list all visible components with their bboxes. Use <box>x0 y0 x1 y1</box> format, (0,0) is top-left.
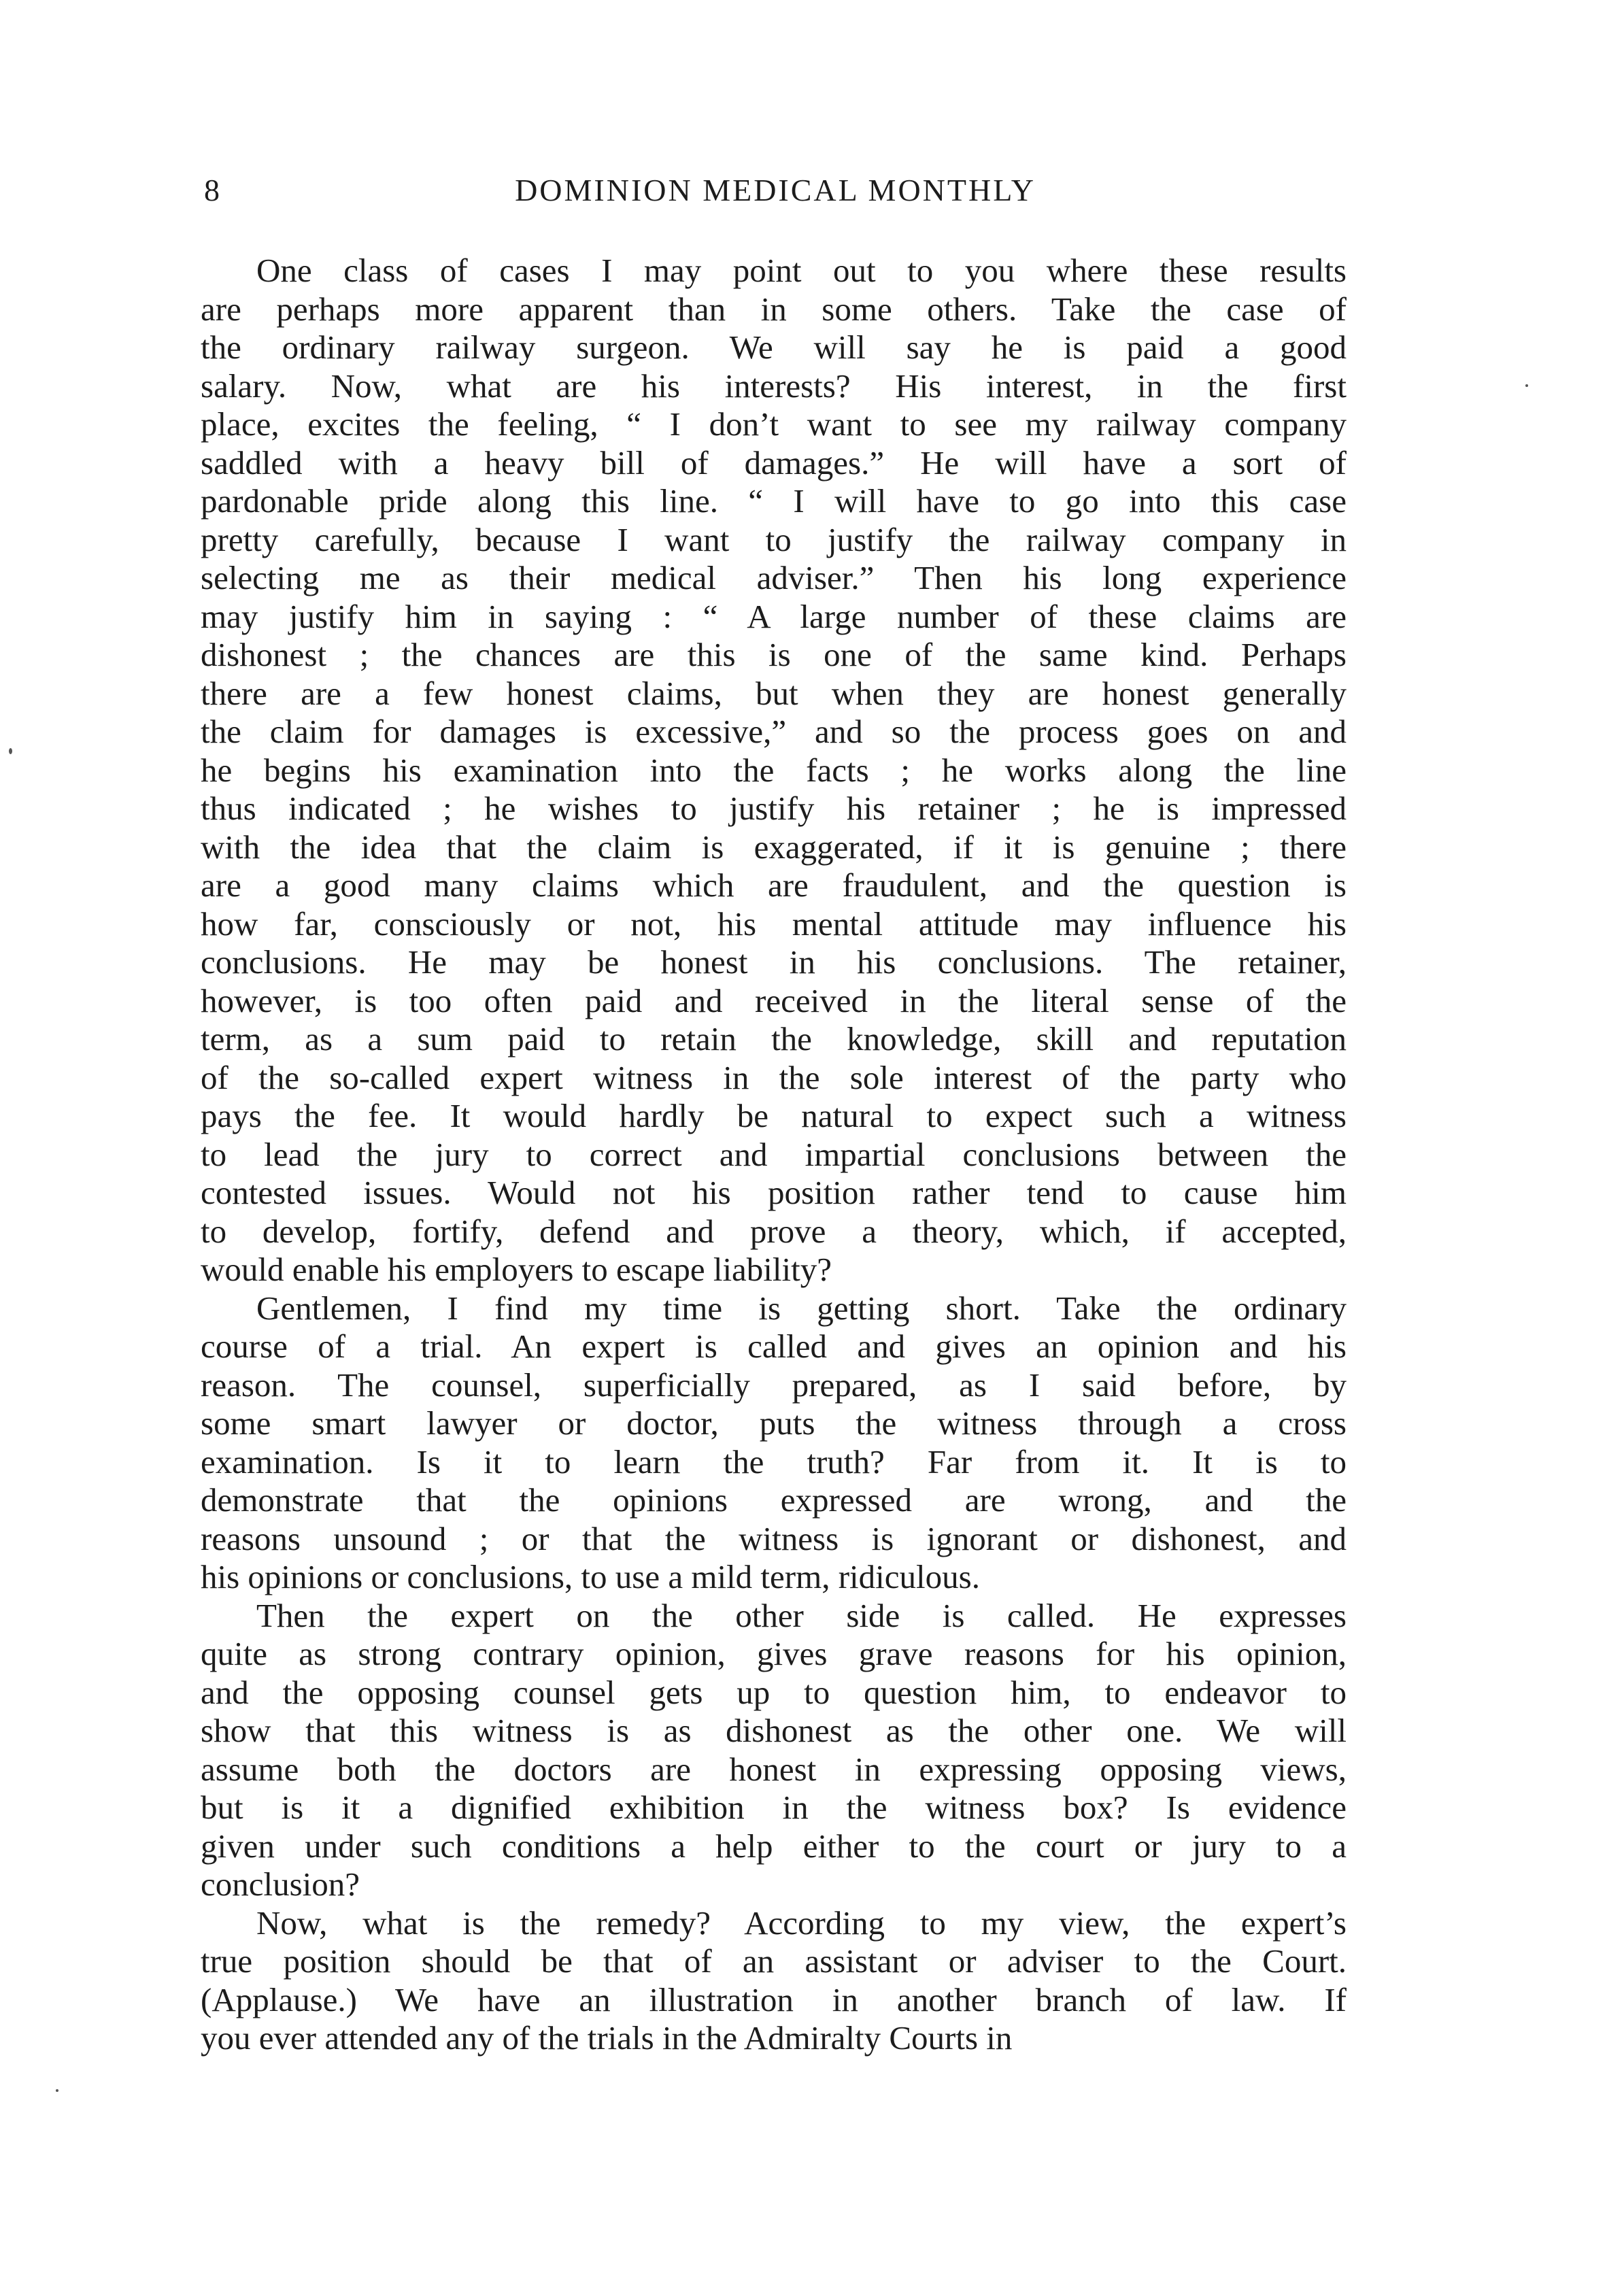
text-line: reason. The counsel, superficially prepared, as I said before, by <box>201 1366 1347 1404</box>
text-line: pretty carefully, because I want to justify the railway company in <box>201 520 1347 558</box>
text-line: pays the fee. It would hardly be natural to expect such a witness <box>201 1097 1347 1134</box>
text-line: assume both the doctors are honest in expressing opposing views, <box>201 1750 1347 1788</box>
text-line: and the opposing counsel gets up to question him, to endeavor to <box>201 1673 1347 1711</box>
running-head: DOMINION MEDICAL MONTHLY <box>515 173 1036 207</box>
page-header <box>204 167 1347 214</box>
text-line: are perhaps more apparent than in some others. Take the case of <box>201 290 1347 328</box>
text-line: Now, what is the remedy? According to my view, the expert’s <box>256 1904 1347 1942</box>
text-line: the claim for damages is excessive,” and so the process goes on and <box>201 713 1347 750</box>
text-line: he begins his examination into the facts ; he works along the line <box>201 751 1347 789</box>
text-line: place, excites the feeling, “ I don’t want to see my railway company <box>201 405 1347 443</box>
text-line: One class of cases I may point out to you where these results <box>256 252 1347 289</box>
text-line: how far, consciously or not, his mental attitude may influence his <box>201 904 1347 943</box>
text-line: would enable his employers to escape liability? <box>201 1251 832 1288</box>
text-line: thus indicated ; he wishes to justify his retainer ; he is impressed <box>201 790 1347 827</box>
text-line: salary. Now, what are his interests? His interest, in the first <box>201 367 1347 405</box>
text-line: conclusions. He may be honest in his conclusions. The retainer, <box>201 943 1347 981</box>
text-line: saddled with a heavy bill of damages.” He will have a sort of <box>201 443 1347 481</box>
text-line: Gentlemen, I find my time is getting short. Take the ordinary <box>256 1289 1347 1327</box>
text-line: conclusion? <box>201 1865 360 1903</box>
text-line: may justify him in saying : “ A large number of these claims are <box>201 597 1347 635</box>
text-line: (Applause.) We have an illustration in another branch of law. If <box>201 1980 1347 2018</box>
page-number: 8 <box>204 173 220 207</box>
text-line: course of a trial. An expert is called and gives an opinion and his <box>201 1327 1347 1365</box>
text-line: are a good many claims which are fraudulent, and the question is <box>201 866 1347 904</box>
text-line: given under such conditions a help either to the court or jury to a <box>201 1827 1347 1865</box>
text-line: Then the expert on the other side is called. He expresses <box>256 1596 1347 1634</box>
body-text <box>201 252 1347 2058</box>
text-line: selecting me as their medical adviser.” Then his long experience <box>201 559 1347 596</box>
text-line: there are a few honest claims, but when they are honest generally <box>201 674 1347 712</box>
text-line: reasons unsound ; or that the witness is ignorant or dishonest, and <box>201 1519 1347 1557</box>
text-line: show that this witness is as dishonest as the other one. We will <box>201 1712 1347 1749</box>
text-line: to lead the jury to correct and impartial conclusions between the <box>201 1135 1347 1173</box>
text-line: contested issues. Would not his position rather tend to cause him <box>201 1174 1347 1211</box>
scan-speck <box>56 2089 58 2092</box>
text-line: dishonest ; the chances are this is one of the same kind. Perhaps <box>201 636 1347 673</box>
text-line: true position should be that of an assistant or adviser to the Court. <box>201 1942 1347 1980</box>
paragraph <box>201 1904 1347 2058</box>
text-line: you ever attended any of the trials in the Admiralty Courts in <box>201 2019 1013 2057</box>
text-line: the ordinary railway surgeon. We will say he is paid a good <box>201 328 1347 366</box>
text-line: however, is too often paid and received in the literal sense of the <box>201 981 1347 1019</box>
text-line: of the so-called expert witness in the sole interest of the party who <box>201 1058 1347 1096</box>
text-line: term, as a sum paid to retain the knowledge, skill and reputation <box>201 1020 1347 1058</box>
scan-speck <box>9 748 12 754</box>
text-line: with the idea that the claim is exaggerated, if it is genuine ; there <box>201 828 1347 866</box>
text-line: to develop, fortify, defend and prove a theory, which, if accepted, <box>201 1212 1347 1250</box>
text-line: demonstrate that the opinions expressed are wrong, and the <box>201 1481 1347 1519</box>
text-line: quite as strong contrary opinion, gives grave reasons for his opinion, <box>201 1635 1347 1672</box>
paragraph <box>201 252 1347 1289</box>
text-line: pardonable pride along this line. “ I will have to go into this case <box>201 482 1347 520</box>
text-line: his opinions or conclusions, to use a mild term, ridiculous. <box>201 1558 980 1595</box>
paragraph <box>201 1597 1347 1904</box>
text-line: some smart lawyer or doctor, puts the witness through a cross <box>201 1404 1347 1442</box>
paragraph <box>201 1289 1347 1597</box>
text-line: examination. Is it to learn the truth? Far from it. It is to <box>201 1442 1347 1481</box>
text-line: but is it a dignified exhibition in the witness box? Is evidence <box>201 1789 1347 1826</box>
scan-speck <box>1525 384 1528 387</box>
